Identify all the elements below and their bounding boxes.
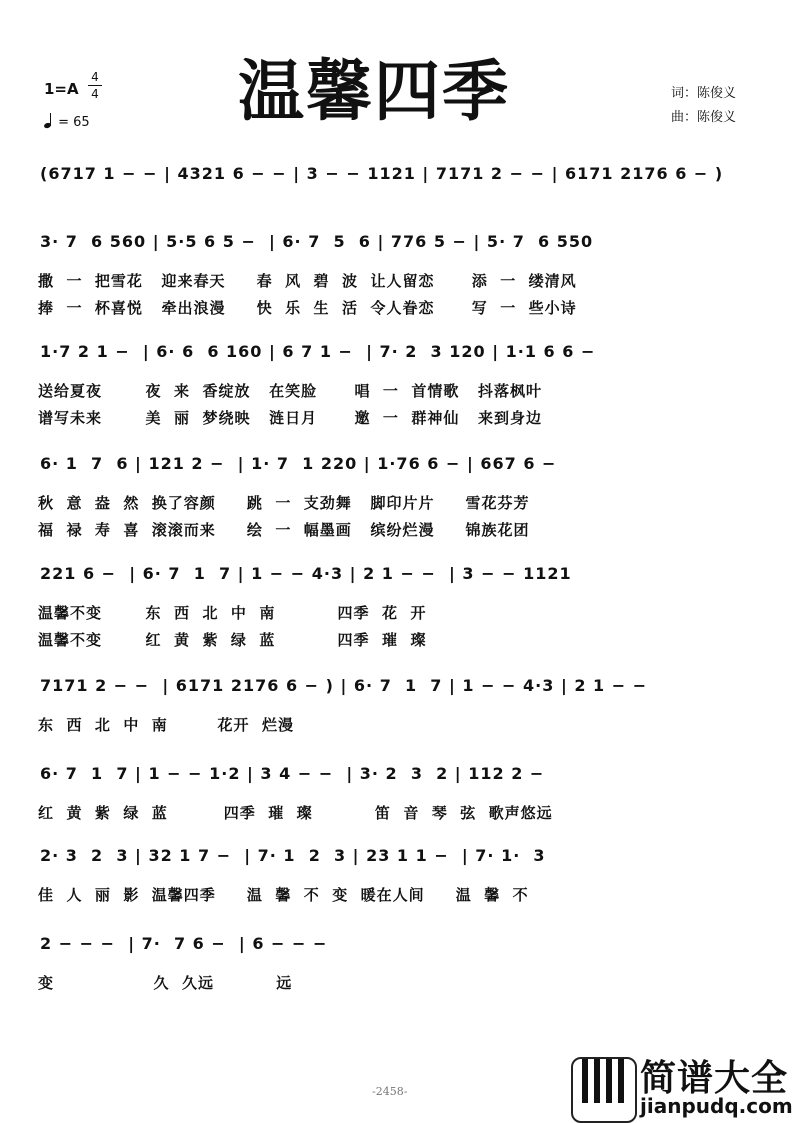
lyric-line: 谱写未来 美 丽 梦绕映 涟日月 邀 一 群神仙 来到身边 bbox=[38, 409, 543, 427]
lyric-line: 捧 一 杯喜悦 牵出浪漫 快 乐 生 活 令人眷恋 写 一 些小诗 bbox=[38, 299, 577, 317]
tempo-value: = 65 bbox=[58, 115, 90, 130]
quarter-note-icon bbox=[44, 114, 54, 128]
lyric-line: 撒 一 把雪花 迎来春天 春 风 碧 波 让人留恋 添 一 缕清风 bbox=[38, 272, 577, 290]
notation-text: 7171 2 − − | 6171 2176 6 − ) | 6· 7 1 7 | 1 − − 4·3 | 2 1 − − bbox=[40, 676, 648, 695]
notation-row bbox=[34, 930, 754, 960]
notation-text: (6717 1 − − | 4321 6 − − | 3 − − 1121 | 7171 2 − − | 6171 2176 6 − ) bbox=[40, 164, 724, 183]
notation-text: 2· 3 2 3 | 32 1 7 − | 7· 1 2 3 | 23 1 1 − | 7· 1· 3 bbox=[40, 846, 546, 865]
notation-text: 6· 7 1 7 | 1 − − 1·2 | 3 4 − − | 3· 2 3 2 | 112 2 − bbox=[40, 764, 545, 783]
notation-row bbox=[34, 338, 754, 368]
lyric-line: 东 西 北 中 南 花开 烂漫 bbox=[38, 716, 294, 734]
song-title: 温馨四季 bbox=[238, 53, 510, 130]
site-url: jianpudq.com bbox=[640, 1094, 793, 1118]
notation-text: 3· 7 6 560 | 5·5 6 5 − | 6· 7 5 6 | 776 5 − | 5· 7 6 550 bbox=[40, 232, 594, 251]
lyric-line: 福 禄 寿 喜 滚滚而来 绘 一 幅墨画 缤纷烂漫 锦族花团 bbox=[38, 521, 530, 539]
lyricist-credit: 词：陈俊义 bbox=[671, 86, 737, 101]
meter-top: 4 bbox=[91, 70, 99, 84]
notation-row bbox=[34, 160, 754, 190]
notation-row bbox=[34, 450, 754, 480]
lyric-line: 送给夏夜 夜 来 香绽放 在笑脸 唱 一 首情歌 抖落枫叶 bbox=[38, 382, 543, 400]
notation-row bbox=[34, 228, 754, 258]
notation-row bbox=[34, 760, 754, 790]
site-name: 简谱大全 bbox=[640, 1058, 789, 1099]
notation-text: 6· 1 7 6 | 121 2 − | 1· 7 1 220 | 1·76 6 − | 667 6 − bbox=[40, 454, 557, 473]
notation-text: 2 − − − | 7· 7 6 − | 6 − − − bbox=[40, 934, 328, 953]
piano-keys-logo-icon bbox=[571, 1057, 637, 1123]
meter-bottom: 4 bbox=[91, 87, 99, 101]
lyric-line: 温馨不变 红 黄 紫 绿 蓝 四季 璀 璨 bbox=[38, 631, 427, 649]
notation-row bbox=[34, 560, 754, 590]
composer-credit: 曲：陈俊义 bbox=[671, 110, 737, 125]
notation-row bbox=[34, 672, 754, 702]
lyric-line: 温馨不变 东 西 北 中 南 四季 花 开 bbox=[38, 604, 427, 622]
lyric-line: 变 久 久远 远 bbox=[38, 974, 293, 992]
notation-text: 1·7 2 1 − | 6· 6 6 160 | 6 7 1 − | 7· 2 3 120 | 1·1 6 6 − bbox=[40, 342, 596, 361]
page-number: -2458- bbox=[372, 1085, 408, 1098]
time-signature bbox=[88, 70, 102, 101]
tempo-marking bbox=[44, 114, 90, 130]
lyric-line: 秋 意 盎 然 换了容颜 跳 一 支劲舞 脚印片片 雪花芬芳 bbox=[38, 494, 530, 512]
notation-text: 221 6 − | 6· 7 1 7 | 1 − − 4·3 | 2 1 − − | 3 − − 1121 bbox=[40, 564, 572, 583]
key-signature: 1=A bbox=[44, 80, 79, 98]
notation-row bbox=[34, 842, 754, 872]
meter-divider bbox=[88, 85, 102, 86]
lyric-line: 红 黄 紫 绿 蓝 四季 璀 璨 笛 音 琴 弦 歌声悠远 bbox=[38, 804, 553, 822]
lyric-line: 佳 人 丽 影 温馨四季 温 馨 不 变 暖在人间 温 馨 不 bbox=[38, 886, 529, 904]
